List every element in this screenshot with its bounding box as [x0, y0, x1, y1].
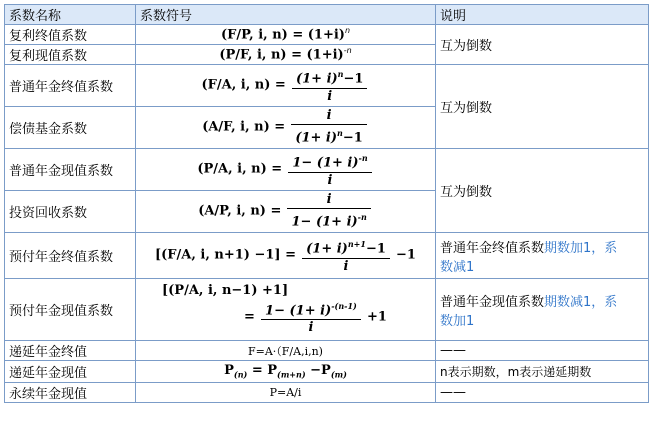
note-cell: —— [436, 341, 649, 361]
note-highlight: 期数加1，系 [544, 240, 618, 256]
note-text: 普通年金现值系数 [440, 294, 545, 310]
exponent: -(n-1) [331, 300, 357, 311]
header-row [5, 5, 649, 25]
numerator: i [287, 192, 370, 209]
fraction [291, 108, 367, 146]
exponent: n [337, 69, 344, 80]
header-symbol: 系数符号 [136, 5, 436, 25]
numerator-tail: −1 [365, 241, 386, 257]
row-name: 预付年金现值系数 [5, 279, 136, 341]
formula-cell [136, 65, 436, 107]
fraction [288, 150, 371, 188]
table-row [5, 65, 649, 107]
denominator: 1− (1+ i) [291, 214, 358, 230]
table-row [5, 361, 649, 383]
fraction [261, 298, 361, 336]
table-row [5, 233, 649, 279]
formula: (P/F, i, n) = (1+i) [219, 47, 344, 63]
formula: P=A/i [269, 386, 302, 399]
formula-part: = P [251, 363, 278, 379]
formula-tail: −1 [396, 248, 416, 263]
formula-cell [136, 25, 436, 45]
table-row [5, 341, 649, 361]
formula-cell [136, 149, 436, 191]
subscript: (m) [330, 369, 347, 380]
fraction [287, 192, 370, 230]
exponent: n+1 [347, 239, 366, 250]
numerator: 1− (1+ i) [265, 303, 332, 319]
row-name: 递延年金现值 [5, 361, 136, 383]
exponent: n [344, 26, 351, 36]
fraction [292, 66, 368, 104]
table-row [5, 279, 649, 341]
row-name: 预付年金终值系数 [5, 233, 136, 279]
formula-cell [136, 279, 436, 341]
note-cell [436, 233, 649, 279]
exponent: -n [358, 153, 368, 164]
formula-cell [136, 107, 436, 149]
row-name: 偿债基金系数 [5, 107, 136, 149]
denominator: i [327, 88, 333, 104]
formula-cell [136, 341, 436, 361]
row-name: 永续年金现值 [5, 383, 136, 403]
row-name: 复利现值系数 [5, 45, 136, 65]
note-cell: 互为倒数 [436, 149, 649, 233]
formula-cell [136, 233, 436, 279]
formula-cell [136, 383, 436, 403]
numerator: (1+ i) [306, 241, 348, 257]
row-name: 投资回收系数 [5, 191, 136, 233]
denominator: i [308, 320, 314, 336]
row-name: 复利终值系数 [5, 25, 136, 45]
equals: = [244, 309, 255, 325]
note-highlight: 数减1 [440, 259, 475, 275]
exponent: -n [343, 46, 352, 56]
formula: F=A·（F/A,i,n) [248, 344, 323, 358]
formula-lhs: (P/A, i, n) = [197, 162, 283, 177]
subscript: (m+n) [277, 369, 306, 380]
note-cell: 互为倒数 [436, 65, 649, 149]
subscript: (n) [233, 369, 248, 380]
formula-lhs: (A/F, i, n) = [202, 120, 286, 135]
header-name: 系数名称 [5, 5, 136, 25]
row-name: 递延年金终值 [5, 341, 136, 361]
numerator: 1− (1+ i) [292, 155, 359, 171]
table-row [5, 149, 649, 191]
row-name: 普通年金现值系数 [5, 149, 136, 191]
numerator-tail: −1 [343, 71, 364, 87]
table-row [5, 25, 649, 45]
formula: (F/P, i, n) = (1+i) [220, 27, 345, 43]
denominator: i [327, 172, 333, 188]
formula-cell [136, 45, 436, 65]
formula-lhs: [(F/A, i, n+1) −1] = [155, 248, 296, 263]
note-cell: —— [436, 383, 649, 403]
formula-lhs: (A/P, i, n) = [198, 204, 282, 219]
coefficient-table [4, 4, 649, 403]
note-highlight: 期数减1，系 [544, 294, 618, 310]
note-cell [436, 279, 649, 341]
fraction [302, 236, 390, 274]
row-name: 普通年金终值系数 [5, 65, 136, 107]
formula-part: P [224, 363, 234, 379]
formula-part: −P [310, 363, 331, 379]
header-note: 说明 [436, 5, 649, 25]
formula-cell [136, 191, 436, 233]
note-cell: n表示期数，m表示递延期数 [436, 361, 649, 383]
exponent: n [337, 128, 343, 139]
note-text: 普通年金终值系数 [440, 240, 545, 256]
denominator-tail: −1 [342, 130, 363, 146]
note-cell: 互为倒数 [436, 25, 649, 65]
numerator: i [291, 108, 367, 125]
exponent: -n [357, 212, 367, 223]
denominator: (1+ i) [295, 130, 338, 146]
formula-cell [136, 361, 436, 383]
table-row [5, 383, 649, 403]
note-highlight: 数加1 [440, 313, 475, 329]
denominator: i [343, 258, 349, 274]
numerator: (1+ i) [295, 71, 338, 87]
formula-tail: +1 [366, 309, 387, 325]
formula-lhs: (F/A, i, n) = [201, 78, 286, 93]
formula-line1: [(P/A, i, n−1) +1] [162, 282, 289, 298]
